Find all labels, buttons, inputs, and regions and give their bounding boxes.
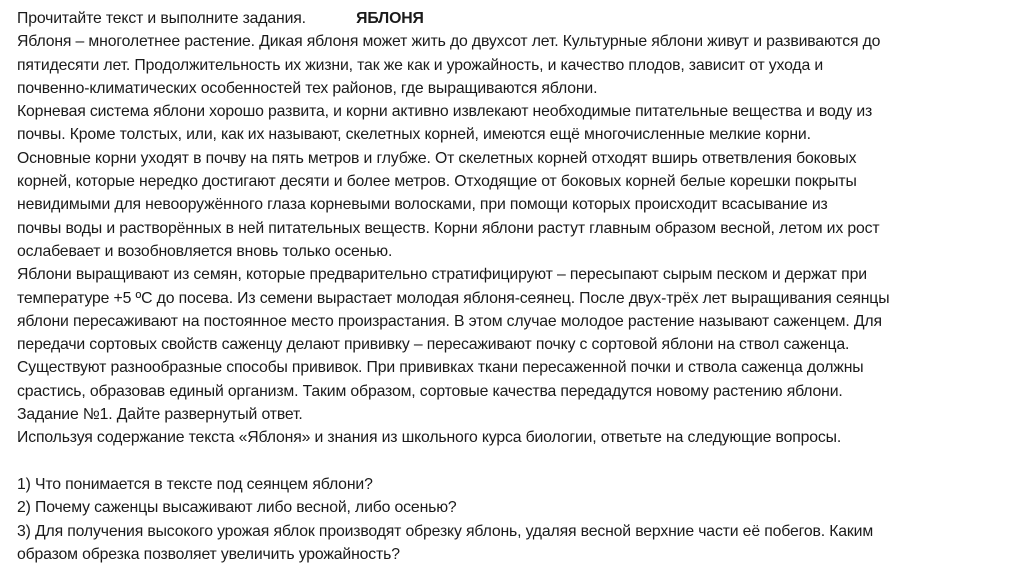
blank-line xyxy=(17,450,1017,473)
question-item: 3) Для получения высокого урожая яблок производят обрезку яблонь, удаляя весной верхние части её побегов. Каким xyxy=(17,522,874,540)
text-line: яблони пересаживают на постоянное место произрастания. В этом случае молодое растение называют саженцем. Для xyxy=(17,312,882,330)
header-line xyxy=(17,7,1017,30)
task-heading: Задание №1. Дайте развернутый ответ. xyxy=(17,406,303,424)
text-line: Яблоня – многолетнее растение. Дикая яблоня может жить до двухсот лет. Культурные яблони живут и развиваются до xyxy=(17,33,881,51)
text-line: Яблони выращивают из семян, которые предварительно стратифицируют – пересыпают сырым песком и держат при xyxy=(17,266,867,284)
text-line: почвы. Кроме толстых, или, как их называют, скелетных корней, имеются ещё многочисленные мелкие корни. xyxy=(17,126,811,144)
text-line: ослабевает и возобновляется вновь только осенью. xyxy=(17,242,393,260)
document-title: ЯБЛОНЯ xyxy=(356,10,424,27)
text-line: срастись, образовав единый организм. Таким образом, сортовые качества передадутся новому растению яблони. xyxy=(17,382,843,400)
text-line: невидимыми для невооружённого глаза корневыми волосками, при помощи которых происходит всасывание из xyxy=(17,196,828,214)
question-item: образом обрезка позволяет увеличить урожайность? xyxy=(17,545,400,563)
question-item: 2) Почему саженцы высаживают либо весной, либо осенью? xyxy=(17,499,457,517)
article-body xyxy=(17,30,1017,449)
text-line: почвенно-климатических особенностей тех районов, где выращиваются яблони. xyxy=(17,79,598,97)
instruction-text: Прочитайте текст и выполните задания. xyxy=(17,10,306,27)
question-item: 1) Что понимается в тексте под сеянцем яблони? xyxy=(17,475,373,493)
text-line: корней, которые нередко достигают десяти и более метров. Отходящие от боковых корней белые корешки покрыты xyxy=(17,173,857,191)
document-page xyxy=(17,7,1017,566)
task-instruction: Используя содержание текста «Яблоня» и знания из школьного курса биологии, ответьте на следующие вопросы. xyxy=(17,429,842,447)
text-line: Корневая система яблони хорошо развита, и корни активно извлекают необходимые питательные вещества и воду из xyxy=(17,103,873,121)
text-line: передачи сортовых свойств саженцу делают прививку – пересаживают почку с сортовой яблони на ствол саженца. xyxy=(17,336,850,354)
text-line: почвы воды и растворённых в ней питательных веществ. Корни яблони растут главным образом весной, летом их рост xyxy=(17,219,880,237)
text-line: пятидесяти лет. Продолжительность их жизни, так же как и урожайность, и качество плодов, зависит от ухода и xyxy=(17,56,824,74)
text-line: температуре +5 ºС до посева. Из семени вырастает молодая яблоня-сеянец. После двух-трёх лет выращивания сеянцы xyxy=(17,289,890,307)
text-line: Основные корни уходят в почву на пять метров и глубже. От скелетных корней отходят вширь ответвления боковых xyxy=(17,149,857,167)
text-line: Существуют разнообразные способы прививок. При прививках ткани пересаженной почки и ствола саженца должны xyxy=(17,359,864,377)
question-list xyxy=(17,473,1017,566)
